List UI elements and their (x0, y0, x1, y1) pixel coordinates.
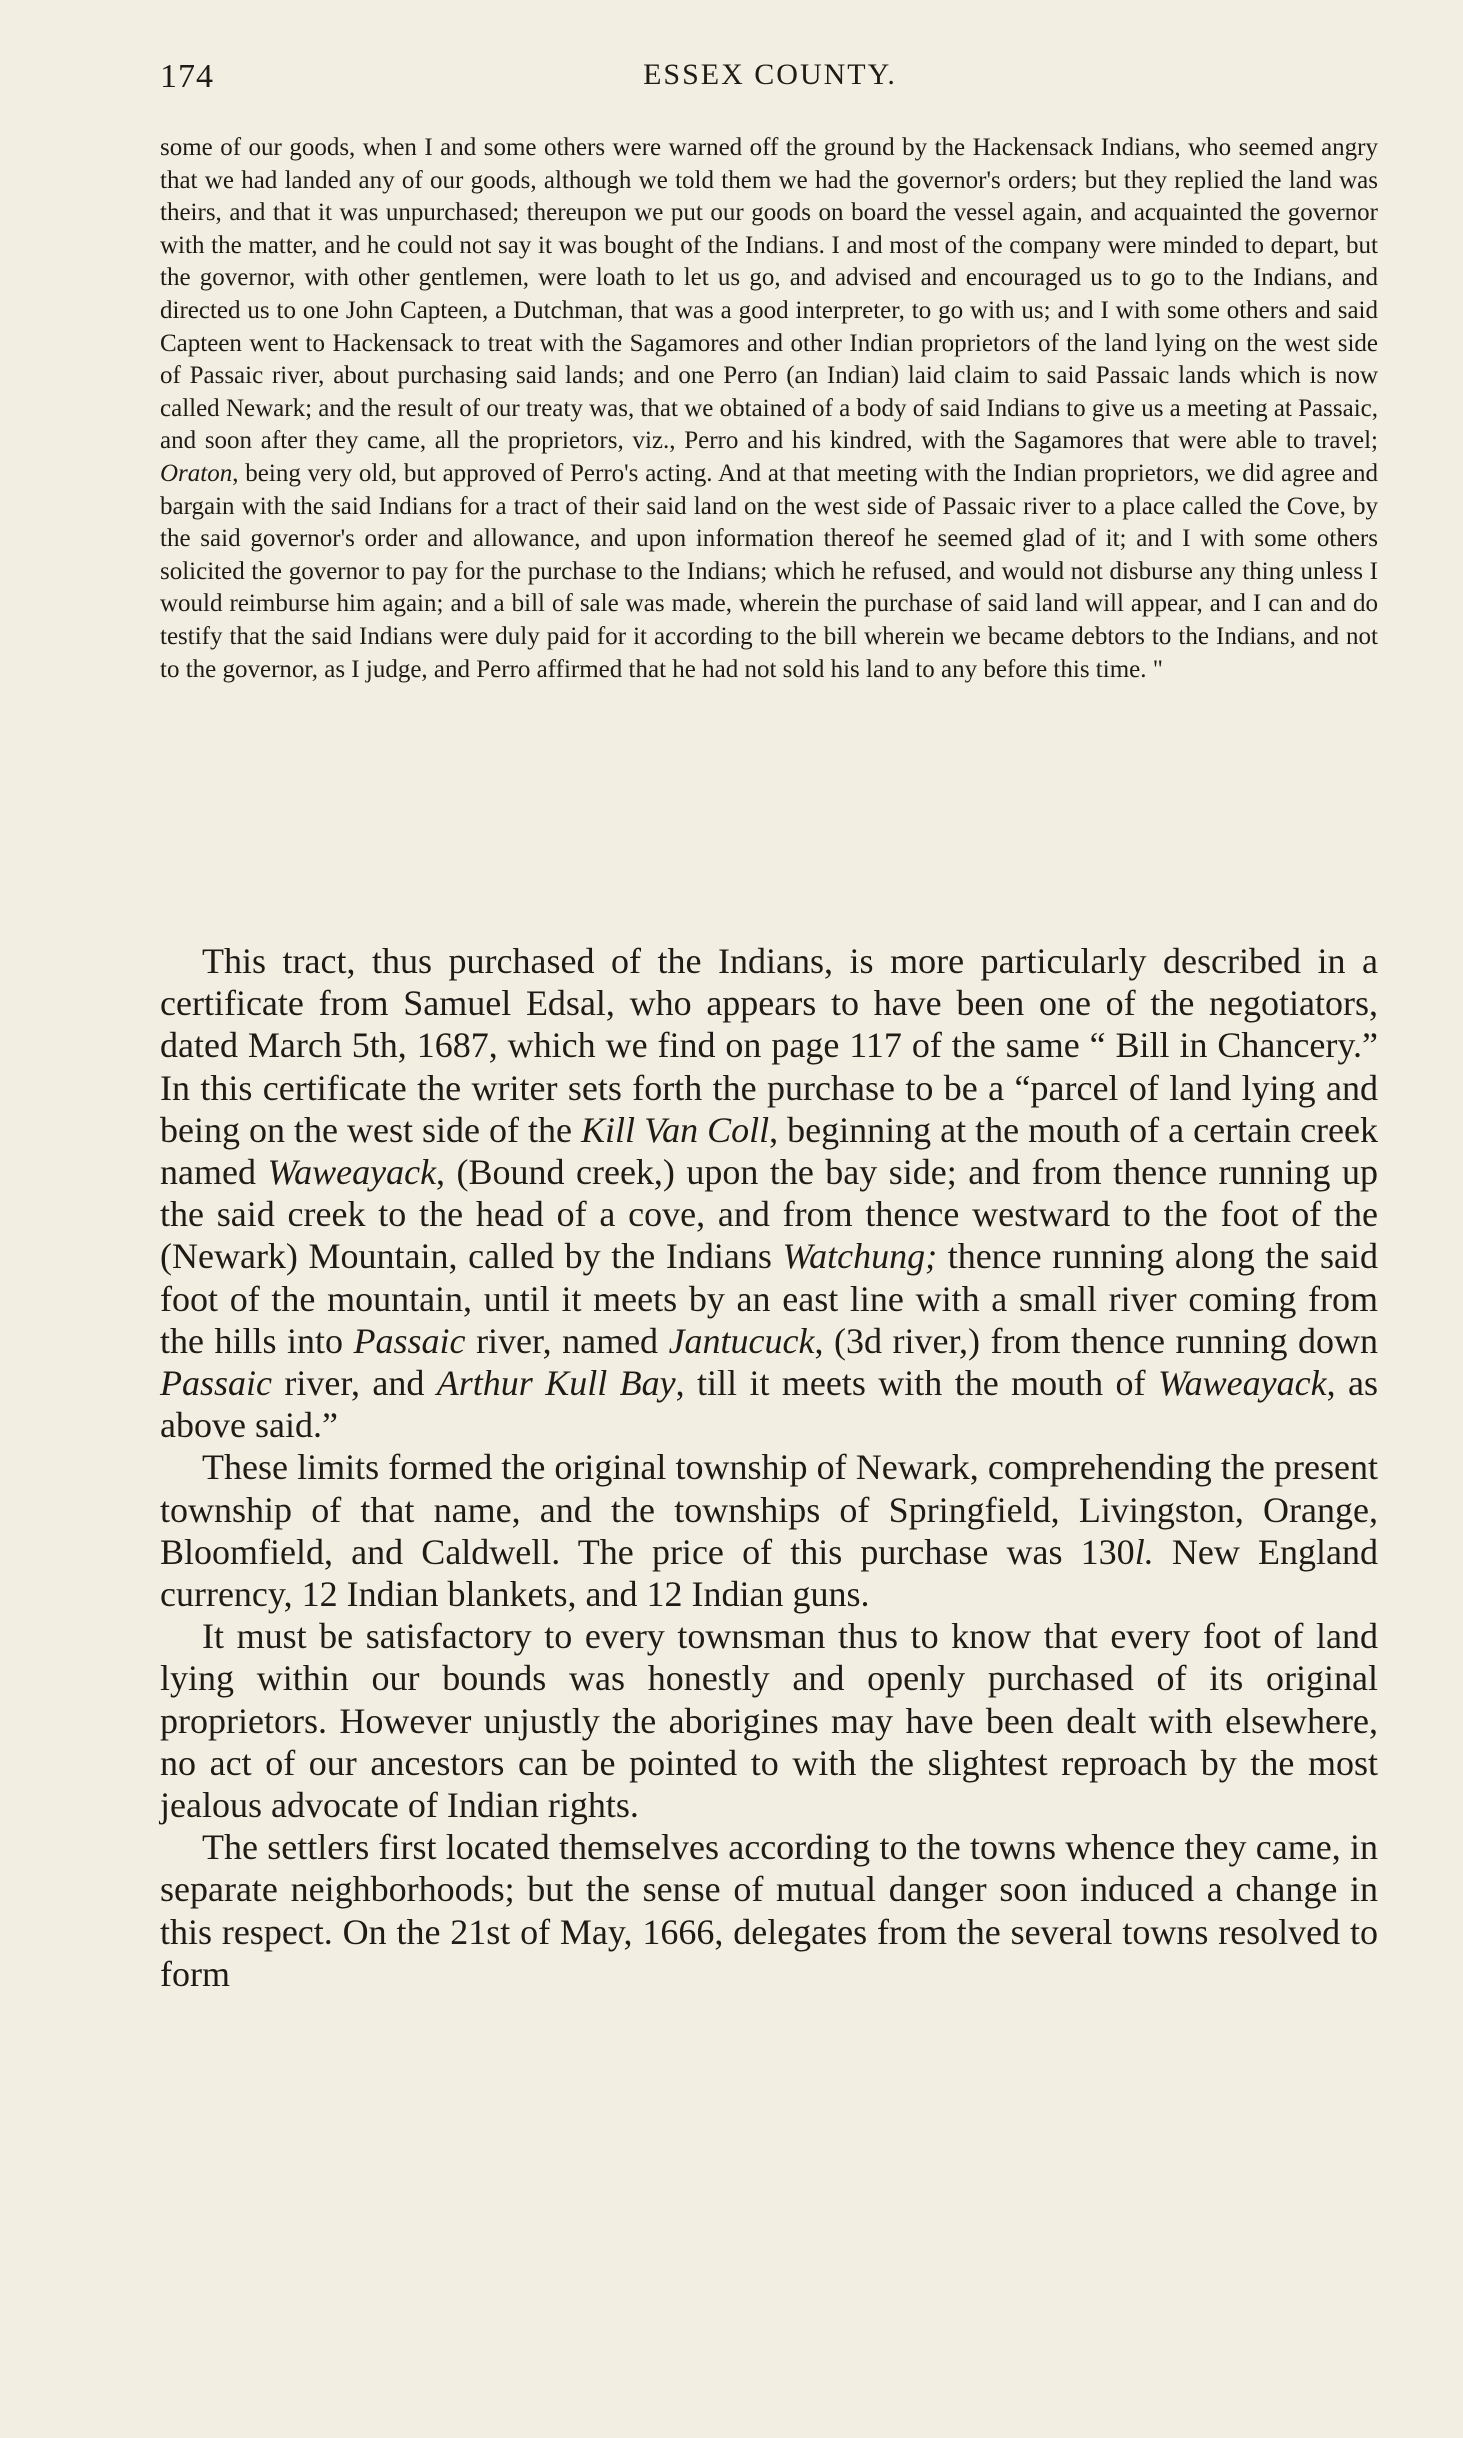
text-run: This tract, thus purchased of the Indians, is more particularly described in a certificate from Samuel Edsal, who appears to have been one of the negotiators, dated March 5th, 1687, which we find on page 117 of the same “ Bill in Chancery.” In this certificate the writer sets forth the purchase to be a “parcel of land lying and being on the west side of the (160, 941, 1378, 1150)
text-run: , beginning at the mouth of a certain creek named (160, 1109, 1378, 1193)
paragraph-township-limits (160, 1446, 1378, 1615)
quote-text: , being very old, but approved of Perro's acting. And at that meeting with the Indian proprietors, we did agree and bargain with the said Indians for a tract of their said land on the west side of Passaic river to a place called the Cove, by the said governor's order and allowance, and upon information thereof he seemed glad of it; and I with some others solicited the governor to pay for the purchase to the Indians; which he refused, and would not disburse any thing unless I would reimburse him again; and a bill of sale was made, wherein the purchase of said land will appear, and I can and do testify that the said Indians were duly paid for it according to the bill wherein we became debtors to the Indians, and not to the governor, as I judge, and Perro affirmed that he had not sold his land to any before this time. " (160, 459, 1378, 683)
text-run: , as above said.” (160, 1363, 1378, 1446)
italic-place-name: Passaic (160, 1363, 272, 1404)
quote-paragraph (160, 132, 1378, 686)
text-run: These limits formed the original township of Newark, comprehending the present township of that name, and the townships of Springfield, Livingston, Orange, Bloomfield, and Caldwell. The price of this purchase was 130 (160, 1447, 1378, 1572)
text-run: , (Bound creek,) upon the bay side; and from thence running up the said creek to the head of a cove, and from thence westward to the foot of the (Newark) Mountain, called by the Indians (160, 1152, 1378, 1277)
italic-place-name: Jantucuck (668, 1320, 815, 1361)
main-text (160, 940, 1378, 1995)
text-run: , (3d river,) from thence running down (814, 1320, 1378, 1361)
italic-place-name: Watchung; (782, 1236, 938, 1277)
text-run: It must be satisfactory to every townsman thus to know that every foot of land lying within our bounds was honestly and openly purchased of its original proprietors. However unjustly the aborigines may have been dealt with elsewhere, no act of our ancestors can be pointed to with the slightest reproach by the most jealous advocate of Indian rights. (160, 1616, 1378, 1826)
paragraph-honest-purchase (160, 1615, 1378, 1826)
quote-italic-name: Oraton (160, 459, 233, 487)
paragraph-tract-description (160, 940, 1378, 1446)
text-run: , till it meets with the mouth of (675, 1363, 1158, 1404)
italic-place-name: Passaic (353, 1320, 466, 1361)
italic-place-name: Arthur Kull Bay (436, 1363, 676, 1404)
text-run: river, and (272, 1363, 437, 1404)
page-number: 174 (160, 58, 214, 95)
italic-place-name: Waweayack (267, 1152, 437, 1193)
paragraph-settlers (160, 1826, 1378, 1995)
running-head: ESSEX COUNTY. (643, 58, 897, 91)
text-run: New England currency, 12 Indian blankets, and 12 Indian guns. (160, 1531, 1378, 1615)
text-run: river, named (465, 1320, 669, 1361)
italic-currency-mark: l. (1134, 1531, 1154, 1572)
italic-place-name: Waweayack (1157, 1363, 1327, 1404)
text-run: thence running along the said foot of the mountain, until it meets by an east line with a small river coming from the hills into (160, 1236, 1378, 1361)
italic-place-name: Kill Van Coll (581, 1109, 770, 1150)
text-run: The settlers first located themselves according to the towns whence they came, in separate neighborhoods; but the sense of mutual danger soon induced a change in this respect. On the 21st of May, 1666, delegates from the several towns resolved to form (160, 1827, 1378, 1994)
quoted-deposition (160, 132, 1378, 686)
quote-text: some of our goods, when I and some others were warned off the ground by the Hackensack Indians, who seemed angry that we had landed any of our goods, although we told them we had the governor's orders; but they replied the land was theirs, and that it was unpurchased; thereupon we put our goods on board the vessel again, and acquainted the governor with the matter, and he could not say it was bought of the Indians. I and most of the company were minded to depart, but the governor, with other gentlemen, were loath to let us go, and advised and encouraged us to go to the Indians, and directed us to one John Capteen, a Dutchman, that was a good interpreter, to go with us; and I with some others and said Capteen went to Hackensack to treat with the Sagamores and other Indian proprietors of the land lying on the west side of Passaic river, about purchasing said lands; and one Perro (an Indian) laid claim to said Passaic lands which is now called Newark; and the result of our treaty was, that we obtained of a body of said Indians to give us a meeting at Passaic, and soon after they came, all the proprietors, viz., Perro and his kindred, with the Sagamores that were able to travel; (160, 134, 1378, 455)
page-header (160, 52, 1380, 102)
